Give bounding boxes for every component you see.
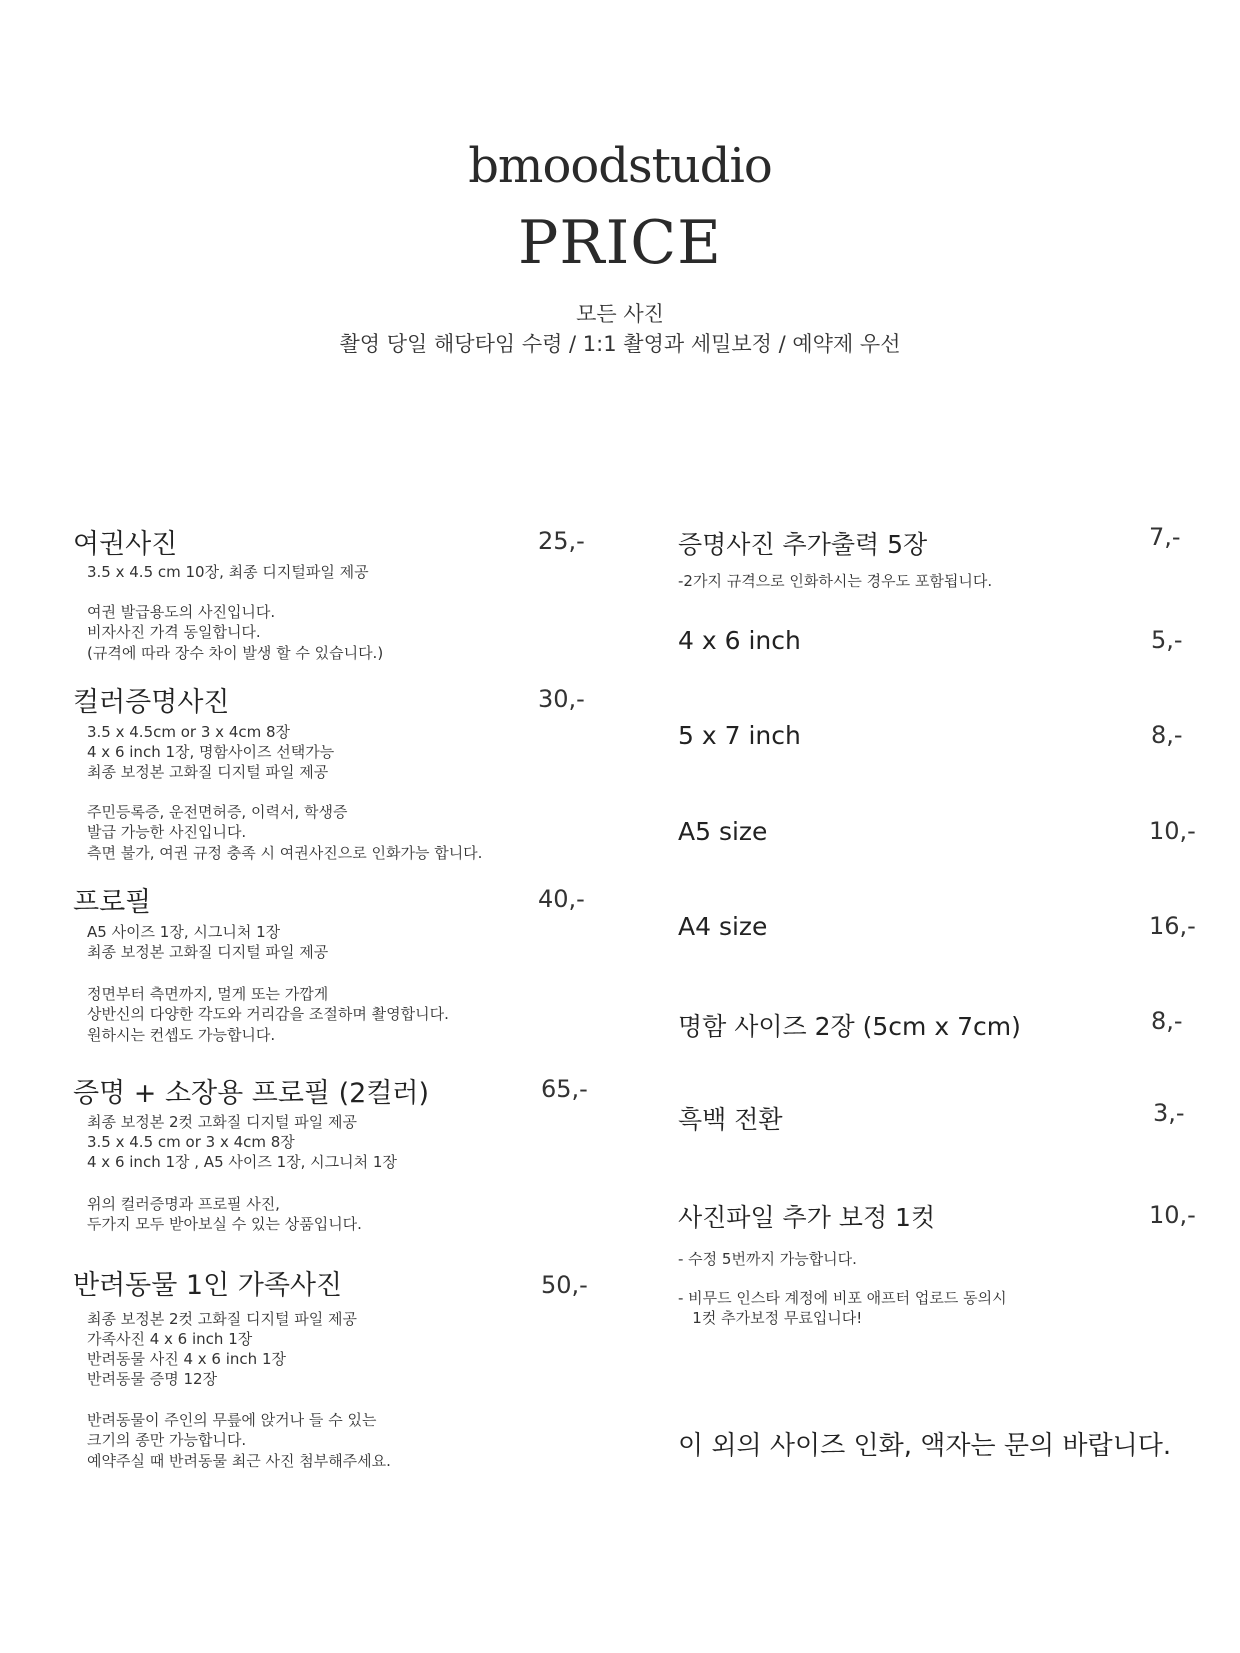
r-item-name-extra-print: 증명사진 추가출력 5장: [678, 530, 928, 559]
r-item-note: -2가지 규격으로 인화하시는 경우도 포함됩니다.: [678, 572, 993, 590]
r-item-price-5x7: 8,-: [1151, 721, 1183, 749]
item-price-profile: 40,-: [538, 885, 585, 913]
r-item-price-4x6: 5,-: [1151, 626, 1183, 654]
item-line: 3.5 x 4.5cm or 3 x 4cm 8장: [87, 723, 291, 741]
item-line: 비자사진 가격 동일합니다.: [87, 623, 261, 641]
r-item-note: 1컷 추가보정 무료입니다!: [678, 1309, 863, 1327]
item-name-color-id: 컬러증명사진: [73, 687, 230, 718]
item-name-passport: 여권사진: [73, 529, 178, 560]
r-item-price-extra-print: 7,-: [1149, 523, 1181, 551]
page-title: PRICE: [518, 208, 722, 278]
item-line: 4 x 6 inch 1장, 명함사이즈 선택가능: [87, 743, 335, 761]
item-line: 최종 보정본 2컷 고화질 디지털 파일 제공: [87, 1310, 357, 1328]
brand-logo: bmoodstudio: [468, 138, 772, 194]
r-item-price-business-card: 8,-: [1151, 1007, 1183, 1035]
item-line: 측면 불가, 여권 규정 충족 시 여권사진으로 인화가능 합니다.: [87, 844, 483, 862]
item-line: 발급 가능한 사진입니다.: [87, 823, 247, 841]
item-line: 반려동물 증명 12장: [87, 1370, 218, 1388]
r-item-name-a5: A5 size: [678, 817, 768, 846]
subtitle-line-2: 촬영 당일 해당타임 수령 / 1:1 촬영과 세밀보정 / 예약제 우선: [339, 332, 901, 356]
item-name-profile: 프로필: [73, 887, 152, 918]
item-line: 여권 발급용도의 사진입니다.: [87, 603, 276, 621]
item-line: 반려동물이 주인의 무릎에 앉거나 들 수 있는: [87, 1411, 377, 1429]
item-name-pet-family: 반려동물 1인 가족사진: [73, 1270, 343, 1301]
item-line: 두가지 모두 받아보실 수 있는 상품입니다.: [87, 1215, 362, 1233]
item-line: 정면부터 측면까지, 멀게 또는 가깝게: [87, 985, 329, 1003]
r-item-name-bw: 흑백 전환: [678, 1105, 783, 1134]
item-price-pet-family: 50,-: [541, 1271, 588, 1299]
r-item-note: - 수정 5번까지 가능합니다.: [678, 1250, 857, 1268]
r-item-price-a4: 16,-: [1149, 912, 1196, 940]
r-item-name-5x7: 5 x 7 inch: [678, 721, 801, 750]
r-item-name-extra-retouch: 사진파일 추가 보정 1컷: [678, 1203, 936, 1232]
item-line: 최종 보정본 고화질 디지털 파일 제공: [87, 943, 329, 961]
item-line: 크기의 종만 가능합니다.: [87, 1431, 247, 1449]
r-item-price-a5: 10,-: [1149, 817, 1196, 845]
r-item-name-business-card: 명함 사이즈 2장 (5cm x 7cm): [678, 1012, 1021, 1041]
item-line: (규격에 따라 장수 차이 발생 할 수 있습니다.): [87, 644, 384, 662]
item-line: 4 x 6 inch 1장 , A5 사이즈 1장, 시그니처 1장: [87, 1153, 397, 1171]
footer-inquiry-note: 이 외의 사이즈 인화, 액자는 문의 바랍니다.: [678, 1431, 1172, 1461]
subtitle-line-1: 모든 사진: [576, 302, 664, 326]
r-item-price-bw: 3,-: [1153, 1099, 1185, 1127]
item-line: 원하시는 컨셉도 가능합니다.: [87, 1026, 276, 1044]
item-line: A5 사이즈 1장, 시그니처 1장: [87, 923, 281, 941]
item-line: 3.5 x 4.5 cm or 3 x 4cm 8장: [87, 1133, 295, 1151]
item-line: 주민등록증, 운전면허증, 이력서, 학생증: [87, 803, 348, 821]
r-item-price-extra-retouch: 10,-: [1149, 1201, 1196, 1229]
r-item-name-a4: A4 size: [678, 912, 768, 941]
item-price-combo-profile: 65,-: [541, 1075, 588, 1103]
item-price-passport: 25,-: [538, 527, 585, 555]
item-line: 가족사진 4 x 6 inch 1장: [87, 1330, 253, 1348]
item-line: 반려동물 사진 4 x 6 inch 1장: [87, 1350, 286, 1368]
item-line: 최종 보정본 고화질 디지털 파일 제공: [87, 763, 329, 781]
r-item-name-4x6: 4 x 6 inch: [678, 626, 801, 655]
item-price-color-id: 30,-: [538, 685, 585, 713]
item-line: 최종 보정본 2컷 고화질 디지털 파일 제공: [87, 1113, 357, 1131]
item-line: 3.5 x 4.5 cm 10장, 최종 디지털파일 제공: [87, 563, 369, 581]
item-line: 상반신의 다양한 각도와 거리감을 조절하며 촬영합니다.: [87, 1005, 449, 1023]
item-line: 예약주실 때 반려동물 최근 사진 첨부해주세요.: [87, 1452, 391, 1470]
item-name-combo-profile: 증명 + 소장용 프로필 (2컬러): [73, 1078, 430, 1109]
item-line: 위의 컬러증명과 프로필 사진,: [87, 1195, 280, 1213]
r-item-note: - 비무드 인스타 계정에 비포 애프터 업로드 동의시: [678, 1289, 1007, 1307]
